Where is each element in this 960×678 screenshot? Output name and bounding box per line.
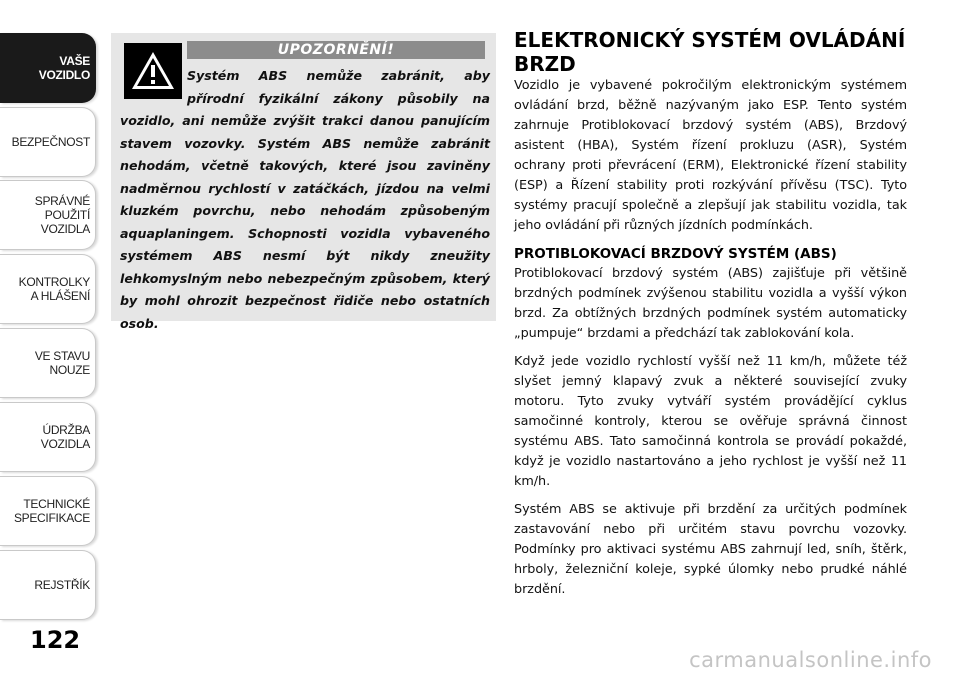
tab-technicke-specifikace[interactable]: TECHNICKÉ SPECIFIKACE bbox=[0, 476, 96, 546]
chapter-tabs bbox=[0, 0, 98, 678]
tab-udrzba-vozidla[interactable]: ÚDRŽBA VOZIDLA bbox=[0, 402, 96, 472]
abs-subheading: PROTIBLOKOVACÍ BRZDOVÝ SYSTÉM (ABS) bbox=[514, 246, 837, 262]
main-column bbox=[514, 28, 907, 608]
abs-paragraph-1: Protiblokovací brzdový systém (ABS) zajišťuje při většině brzdných podmínek zvýšenou stabilitu vozidla a vyšší výkon brzd. Za obtížných brzdných podmínek systém automaticky „pumpuje“ brzdami a předchází tak zablokování kola. bbox=[514, 266, 907, 341]
tab-spravne-pouziti-vozidla[interactable]: SPRÁVNÉ POUŽITÍ VOZIDLA bbox=[0, 180, 96, 250]
tab-bezpecnost[interactable]: BEZPEČNOST bbox=[0, 107, 96, 177]
intro-paragraph: Vozidlo je vybavené pokročilým elektronickým systémem ovládání brzd, běžně nazývaným jako ESP. Tento systém zahrnuje Protiblokovací brzdový systém (ABS), Brzdový asistent (HBA), Systém řízení prokluzu (ASR), Systém ochrany proti převrácení (ERM), Elektronické řízení stability (ESP) a Řízení stability proti rozkývání přívěsu (TSC). Tyto systémy pracují společně a zlepšují jak stabilitu vozidla, tak jeho ovládání při různých jízdních podmínkách. bbox=[514, 78, 907, 233]
watermark: carmanualsonline.info bbox=[689, 648, 932, 672]
section-title: ELEKTRONICKÝ SYSTÉM OVLÁDÁNÍ BRZD bbox=[514, 28, 906, 76]
tab-rejstrik[interactable]: REJSTŘÍK bbox=[0, 550, 96, 620]
tab-kontrolky-a-hlaseni[interactable]: KONTROLKY A HLÁŠENÍ bbox=[0, 254, 96, 324]
warning-header: UPOZORNĚNÍ! bbox=[187, 41, 485, 59]
warning-text-block bbox=[120, 65, 490, 335]
tab-vase-vozidlo[interactable]: VAŠE VOZIDLO bbox=[0, 33, 96, 103]
warning-text: Systém ABS nemůže zabránit, aby přírodní fyzikální zákony působily na vozidlo, ani nemůže zvýšit trakci danou panujícím stavem vozovky. Systém ABS nemůže zabránit nehodám, včetně takových, které jsou zaviněny nadměrnou rychlostí v zatáčkách, jízdou na velmi kluzkém povrchu, nebo nehodám způsobeným aquaplaningem. Schopnosti vozidla vybaveného systémem ABS nesmí být nikdy zneužity lehkomyslným nebo nebezpečným způsobem, který by mohl ohrozit bezpečnost řidiče nebo ostatních osob. bbox=[120, 68, 490, 331]
page-number: 122 bbox=[30, 626, 81, 654]
abs-paragraph-2: Když jede vozidlo rychlostí vyšší než 11 km/h, můžete též slyšet jemný klapavý zvuk a některé související zvuky motoru. Tyto zvuky vytváří systém provádějící cyklus samočinné kontroly, kterou se ověřuje správná činnost systému ABS. Tato samočinná kontrola se provádí pokaždé, když je vozidlo nastartováno a jeho rychlost je vyšší než 11 km/h. bbox=[514, 354, 907, 489]
tab-ve-stavu-nouze[interactable]: VE STAVU NOUZE bbox=[0, 328, 96, 398]
warning-box bbox=[111, 33, 496, 331]
abs-paragraph-3: Systém ABS se aktivuje při brzdění za určitých podmínek zastavování nebo při určitém stavu povrchu vozovky. Podmínky pro aktivaci systému ABS zahrnují led, sníh, štěrk, hrboly, železniční koleje, sypké úlomky nebo prudké náhlé brzdění. bbox=[514, 502, 907, 597]
